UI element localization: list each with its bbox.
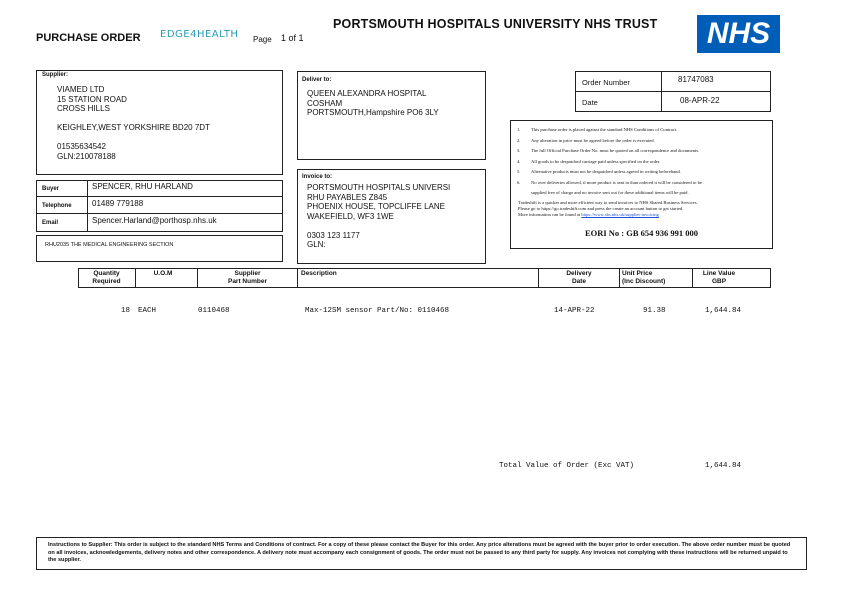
col-supplier-part: Supplier Part Number <box>227 270 267 285</box>
supplier-line: 15 STATION ROAD <box>57 94 127 104</box>
supplier-address <box>57 85 210 161</box>
supplier-line: KEIGHLEY,WEST YORKSHIRE BD20 7DT <box>57 123 210 132</box>
buyer-label: Buyer <box>42 186 60 192</box>
order-date: 08-APR-22 <box>680 96 720 105</box>
instructions-text: Instructions to Supplier: This order is subject to the standard NHS Terms and Conditions of contract. For a copy of these please contact the Buyer for this order. Any price alterations must be agreed with the buyer prior to order execution. The above order number must be quoted on all invoices, acknowledgements, delivery notes and other correspondence. A delivery note must accompany each consignment of goods. The order must not be passed to any third party for supply. Any invoices not complying with these instructions will be returned unpaid to the supplier. <box>48 542 791 564</box>
buyer-name: SPENCER, RHU HARLAND <box>92 182 193 191</box>
invoice-line: RHU PAYABLES Z845 <box>307 192 388 202</box>
row-part-number: 0110468 <box>198 307 230 315</box>
page-label: Page <box>253 35 272 44</box>
sbs-invoicing-link[interactable]: https://www.sbs.nhs.uk/supplier-invoicing <box>581 212 659 218</box>
terms-list <box>511 125 773 199</box>
supplier-box <box>36 70 283 175</box>
invoice-line: PHOENIX HOUSE, TOPCLIFFE LANE <box>307 202 445 211</box>
term-item: 2. Any alteration in price must be agreed before the order is executed. <box>517 137 655 143</box>
total-value: 1,644.84 <box>705 462 742 470</box>
supplier-gln: GLN:210078188 <box>57 151 116 161</box>
deliver-line: COSHAM <box>307 98 343 108</box>
supplier-label: Supplier: <box>42 72 69 78</box>
term-item: supplied free of charge and no invoice sent out for these additional items will be paid. <box>531 190 689 195</box>
trust-name: PORTSMOUTH HOSPITALS UNIVERSITY NHS TRUST <box>333 17 658 31</box>
row-quantity: 18 <box>121 307 131 315</box>
tradeshift-line: Please go to https://go.tradeshift.com and press the create an account button to get started. <box>518 206 684 212</box>
total-label: Total Value of Order (Exc VAT) <box>499 462 635 470</box>
col-unit-price: Unit Price (Inc Discount) <box>622 270 666 285</box>
instructions-box <box>36 537 807 570</box>
tradeshift-line: Tradeshift is a quicker and more efficient way to send invoices to NHS Shared Business Services. <box>518 200 698 205</box>
col-description: Description <box>301 270 337 277</box>
term-item: 4. All goods to be despatched carriage paid unless specified on the order. <box>517 158 661 164</box>
buyer-email[interactable]: Spencer.Harland@porthosp.nhs.uk <box>92 216 217 225</box>
supplier-line: VIAMED LTD <box>57 85 105 94</box>
nhs-logo <box>697 15 780 53</box>
invoice-line: WAKEFIELD, WF3 1WE <box>307 211 394 221</box>
terms-box <box>510 120 773 249</box>
deliver-to-label: Deliver to: <box>302 77 332 83</box>
order-number: 81747083 <box>678 75 714 84</box>
buyer-row-divider <box>36 213 283 214</box>
section-box <box>36 235 283 262</box>
eori-number: EORI No : GB 654 936 991 000 <box>584 228 699 238</box>
order-row-divider <box>575 91 771 92</box>
row-delivery-date: 14-APR-22 <box>554 307 595 315</box>
section-text: RHU2035 THE MEDICAL ENGINEERING SECTION <box>45 242 174 248</box>
row-line-value: 1,644.84 <box>705 307 742 315</box>
invoice-gln: GLN: <box>307 240 326 249</box>
nhs-logo-text: NHS <box>706 17 771 50</box>
edge4health-logo: EDGE4HEALTH <box>160 29 239 40</box>
col-line-value: Line Value GBP <box>702 270 736 285</box>
buyer-row-divider <box>36 196 283 197</box>
deliver-line: QUEEN ALEXANDRA HOSPITAL <box>307 89 427 98</box>
deliver-to-box <box>297 71 486 160</box>
telephone-label: Telephone <box>42 203 72 209</box>
row-uom: EACH <box>138 307 157 315</box>
supplier-phone: 01535634542 <box>57 142 106 151</box>
term-item: 5. Alternative products must not be despatched unless agreed in writing beforehand. <box>517 169 681 174</box>
invoice-line: PORTSMOUTH HOSPITALS UNIVERSI <box>307 183 451 192</box>
invoice-line <box>307 221 450 231</box>
table-col-divider <box>297 268 298 288</box>
email-label: Email <box>42 220 59 226</box>
buyer-telephone: 01489 779188 <box>92 199 144 208</box>
invoice-to-label: Invoice to: <box>302 174 333 180</box>
invoice-to-box <box>297 169 486 264</box>
invoice-phone: 0303 123 1177 <box>307 230 360 240</box>
buyer-col-divider <box>87 180 88 232</box>
col-uom: U.O.M <box>153 270 173 277</box>
row-unit-price: 91.38 <box>643 307 666 315</box>
table-col-divider <box>619 268 620 288</box>
document-title: PURCHASE ORDER <box>36 32 141 44</box>
order-date-label: Date <box>582 98 598 107</box>
tradeshift-line: More information can be found at https://www.sbs.nhs.uk/supplier-invoicing <box>518 212 659 218</box>
row-description: Max-12SM sensor Part/No: 0110468 <box>305 307 450 315</box>
invoice-to-address <box>307 183 450 250</box>
supplier-line <box>57 114 210 124</box>
term-item: 1. This purchase order is placed against the standard NHS Conditions of Contract. <box>517 127 678 132</box>
col-quantity: Quantity Required <box>92 270 121 285</box>
supplier-line: CROSS HILLS <box>57 104 110 113</box>
deliver-line: PORTSMOUTH,Hampshire PO6 3LY <box>307 108 439 117</box>
page-number: 1 of 1 <box>281 33 304 43</box>
supplier-line <box>57 133 210 143</box>
term-item: 3. The full Official Purchase Order No. must be quoted on all correspondence and documents. <box>517 148 700 153</box>
deliver-to-address <box>307 89 439 118</box>
order-number-label: Order Number <box>582 78 630 87</box>
tradeshift-info <box>518 200 698 219</box>
term-item: 6. No over deliveries allowed, if more product is sent in than ordered it will be considered to be <box>517 179 702 185</box>
col-delivery-date: Delivery Date <box>566 270 592 285</box>
